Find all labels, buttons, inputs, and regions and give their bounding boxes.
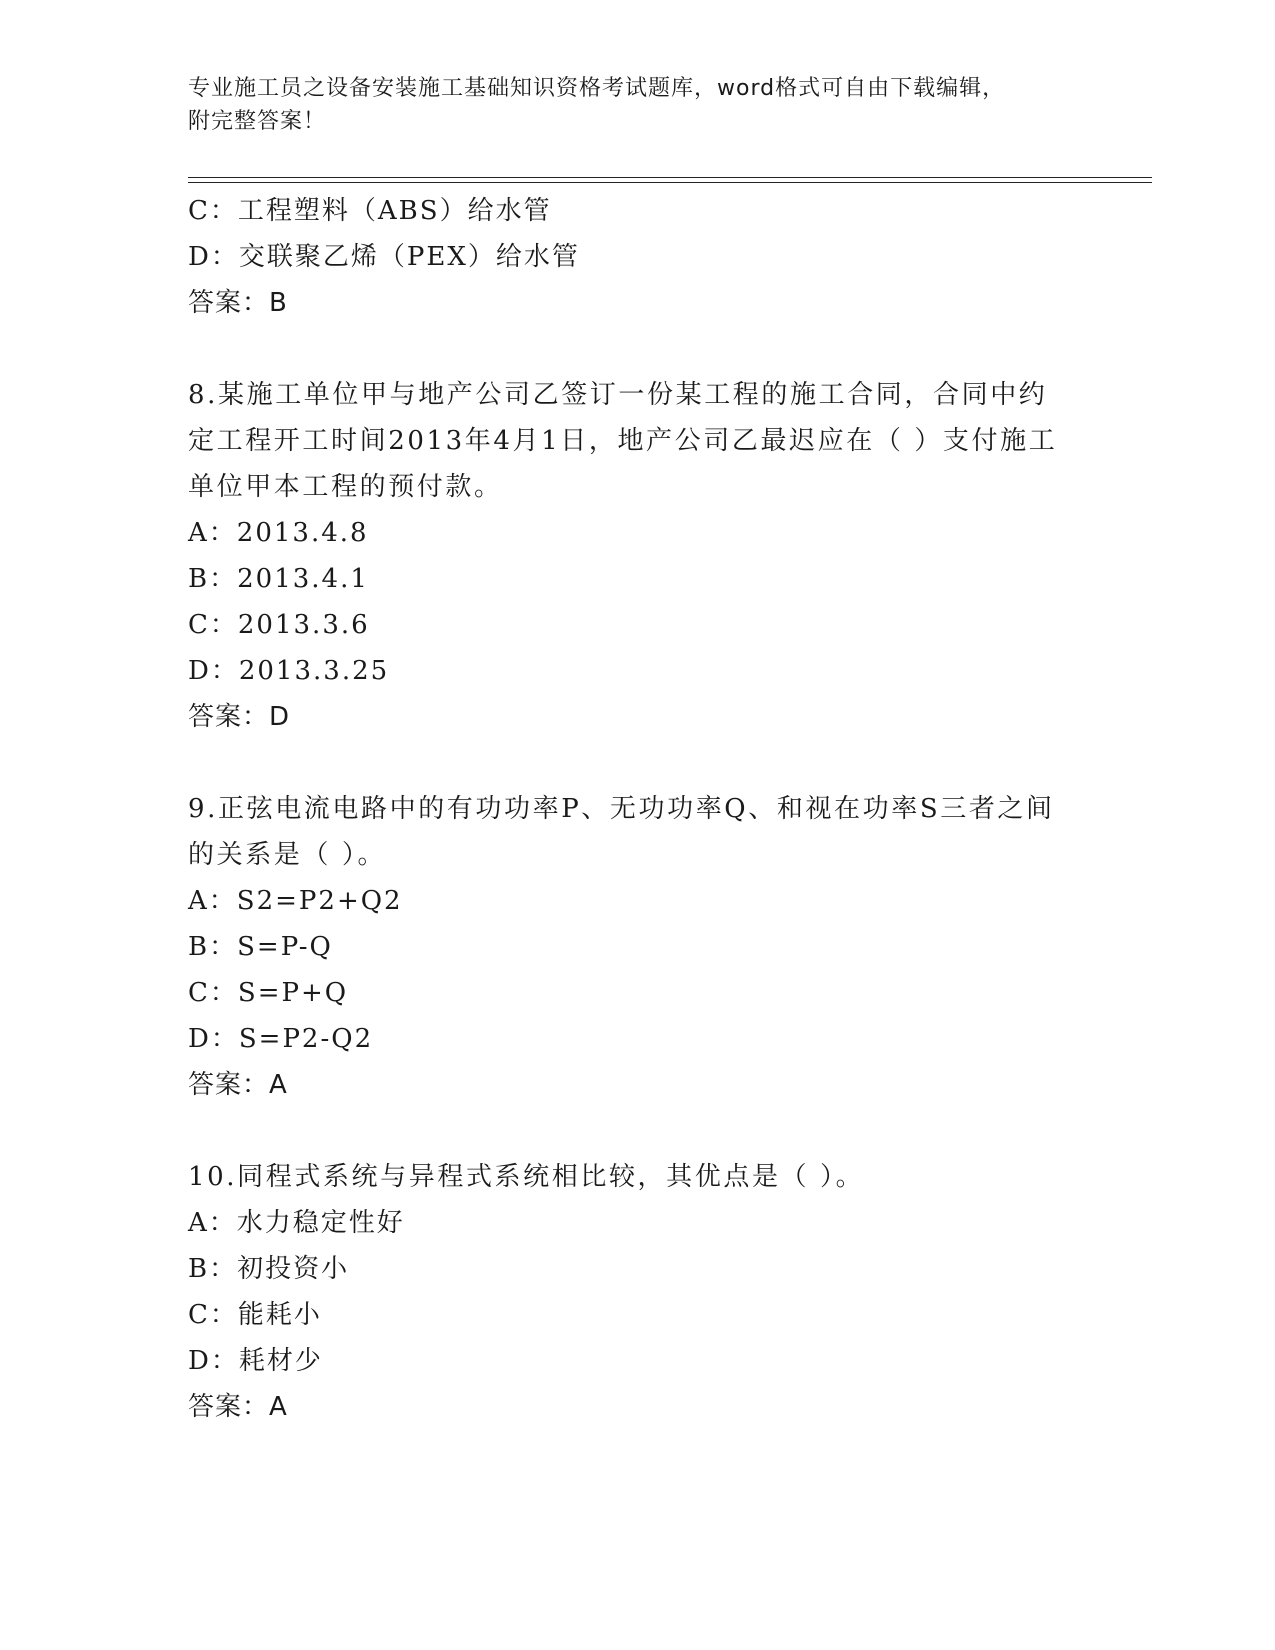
option-b: B：2013.4.1 [188, 564, 369, 594]
answer-line: 答案：A [188, 1070, 288, 1100]
header-line-2: 附完整答案！ [188, 109, 327, 134]
option-b: B：初投资小 [188, 1254, 350, 1284]
header-divider-top [188, 177, 1152, 178]
option-b: B：S=P-Q [188, 932, 333, 962]
question-list [188, 188, 1068, 1430]
option-d: D：2013.3.25 [188, 656, 390, 686]
header-divider-bottom [188, 182, 1152, 183]
option-c: C：能耗小 [188, 1300, 322, 1330]
spacer [188, 326, 1068, 372]
question-10 [188, 1154, 1068, 1430]
option-a: A：S2=P2+Q2 [188, 886, 403, 916]
question-9 [188, 786, 1068, 1108]
question-text: 9.正弦电流电路中的有功功率P、无功功率Q、和视在功率S三者之间的关系是（ ）。 [188, 794, 1055, 870]
question-text: 8.某施工单位甲与地产公司乙签订一份某工程的施工合同，合同中约定工程开工时间2013年4月1日，地产公司乙最迟应在（ ）支付施工单位甲本工程的预付款。 [188, 380, 1058, 502]
answer-line: 答案：B [188, 288, 288, 318]
option-d: D：交联聚乙烯（PEX）给水管 [188, 242, 580, 272]
document-header [188, 72, 1068, 138]
option-c: C：S=P+Q [188, 978, 349, 1008]
spacer [188, 1108, 1068, 1154]
option-a: A：水力稳定性好 [188, 1208, 405, 1238]
option-d: D：耗材少 [188, 1346, 323, 1376]
question-text: 10.同程式系统与异程式系统相比较，其优点是（ ）。 [188, 1162, 865, 1192]
answer-line: 答案：D [188, 702, 291, 732]
question-7-tail [188, 188, 1068, 326]
spacer [188, 740, 1068, 786]
header-line-1: 专业施工员之设备安装施工基础知识资格考试题库，word格式可自由下载编辑， [188, 76, 1006, 101]
answer-line: 答案：A [188, 1392, 288, 1422]
option-d: D：S=P2-Q2 [188, 1024, 374, 1054]
question-8 [188, 372, 1068, 740]
option-c: C：2013.3.6 [188, 610, 370, 640]
option-a: A：2013.4.8 [188, 518, 369, 548]
option-c: C：工程塑料（ABS）给水管 [188, 196, 552, 226]
